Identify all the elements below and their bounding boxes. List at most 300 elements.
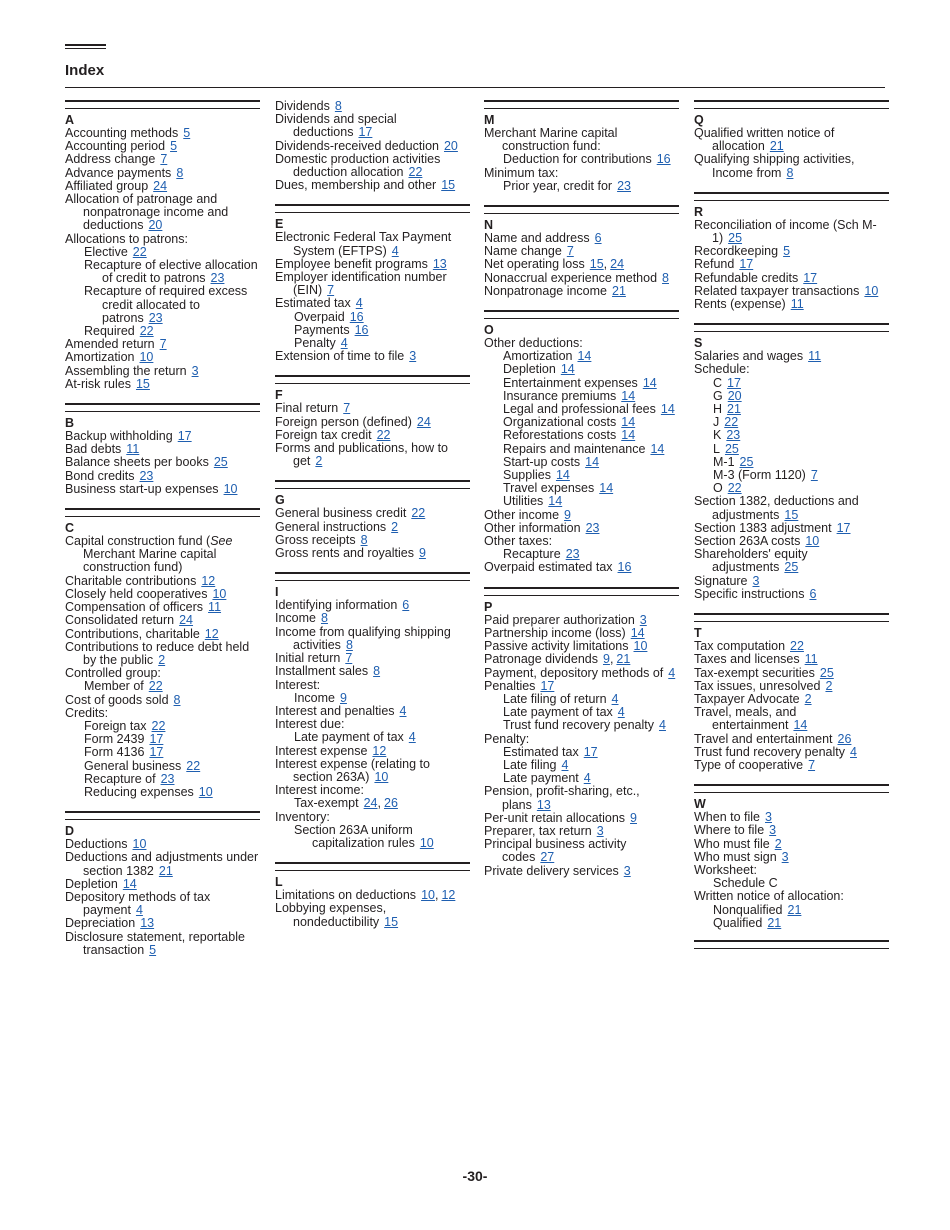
index-term: Schedule: <box>694 362 750 377</box>
page-link[interactable]: 9 <box>630 810 637 825</box>
page-link[interactable]: 17 <box>177 429 192 444</box>
page-link[interactable]: 3 <box>639 612 647 627</box>
index-section <box>65 508 260 799</box>
index-entry <box>275 113 470 139</box>
page-link[interactable]: 4 <box>668 665 676 680</box>
page-link[interactable]: 4 <box>355 296 363 311</box>
page-link[interactable]: 21 <box>616 652 631 667</box>
index-term: Payment, depository methods of <box>484 665 664 680</box>
index-term: Supplies <box>503 468 551 483</box>
page-link[interactable]: 10 <box>419 835 434 850</box>
index-term: Depletion <box>503 362 556 377</box>
page-link[interactable]: 16 <box>656 152 671 167</box>
page-link[interactable]: 14 <box>793 718 808 733</box>
index-entry <box>694 759 889 772</box>
index-entry <box>65 483 260 496</box>
page-link[interactable]: 3 <box>769 823 777 838</box>
index-entry <box>484 561 679 574</box>
index-entry <box>275 153 470 179</box>
index-term: Installment sales <box>275 664 369 679</box>
page-link[interactable]: 9 <box>418 546 426 561</box>
index-term: Taxpayer Advocate <box>694 691 800 706</box>
index-term: Estimated tax <box>503 744 579 759</box>
index-entry <box>694 219 889 245</box>
page-link[interactable]: 10 <box>805 534 820 549</box>
page-link[interactable]: 14 <box>621 415 636 430</box>
page-link[interactable]: 14 <box>599 481 614 496</box>
page-link[interactable]: 8 <box>345 637 353 652</box>
index-section <box>484 205 679 298</box>
page-link[interactable]: 15 <box>384 914 399 929</box>
index-entry <box>65 193 260 233</box>
page-number: -30- <box>462 1168 488 1184</box>
index-entry <box>694 495 889 521</box>
page-link[interactable]: 4 <box>561 757 569 772</box>
page-link[interactable]: 4 <box>340 336 348 351</box>
page-link[interactable]: 12 <box>201 573 216 588</box>
page-link[interactable]: 25 <box>784 560 799 575</box>
index-term: Shareholders' equity adjustments <box>694 547 808 575</box>
page-link[interactable]: 4 <box>583 771 591 786</box>
index-term: Nonaccrual experience method <box>484 270 658 285</box>
index-term: Name change <box>484 244 562 259</box>
index-entry <box>65 641 260 667</box>
index-term: Who must sign <box>694 849 777 864</box>
index-term: Reducing expenses <box>84 784 194 799</box>
page-link[interactable]: 8 <box>176 165 184 180</box>
index-term: Interest due: <box>275 717 345 732</box>
page-link[interactable]: 13 <box>432 256 447 271</box>
index-term: Utilities <box>503 494 544 509</box>
page-link[interactable]: 8 <box>173 692 181 707</box>
page-link[interactable]: 7 <box>160 152 168 167</box>
page-link[interactable]: 4 <box>611 691 619 706</box>
page-link[interactable]: 13 <box>536 797 551 812</box>
page-link[interactable]: 14 <box>630 625 645 640</box>
index-term: Recapture of <box>84 771 156 786</box>
page-link[interactable]: 2 <box>315 454 323 469</box>
page-link[interactable]: 14 <box>660 402 675 417</box>
page-link[interactable]: 5 <box>170 139 178 154</box>
index-entry <box>484 785 679 811</box>
index-term: Late filing of return <box>503 691 607 706</box>
page-link[interactable]: 25 <box>739 454 754 469</box>
index-term: Recapture of required excess credit allocated to patrons <box>84 284 248 325</box>
index-term: General instructions <box>275 519 387 534</box>
page-link[interactable]: 14 <box>642 375 657 390</box>
page-link[interactable]: 22 <box>148 679 163 694</box>
index-term: Prior year, credit for <box>503 178 613 193</box>
page-link[interactable]: 3 <box>781 849 789 864</box>
index-term: Other taxes: <box>484 534 553 549</box>
page-link[interactable]: 7 <box>566 244 574 259</box>
page-link[interactable]: 22 <box>376 427 391 442</box>
index-term: Forms and publications, how to get <box>275 441 449 469</box>
index-term: Per-unit retain allocations <box>484 810 626 825</box>
index-term: Employer identification number (EIN) <box>275 270 447 298</box>
section-rule <box>694 192 889 201</box>
page-link[interactable]: 2 <box>391 519 399 534</box>
page-link[interactable]: 10 <box>132 837 147 852</box>
page-link[interactable]: 9 <box>340 690 347 705</box>
page-link[interactable]: 4 <box>617 705 625 720</box>
page-link[interactable]: 11 <box>804 652 818 667</box>
page-link[interactable]: 10 <box>223 481 238 496</box>
index-term: Consolidated return <box>65 613 175 628</box>
index-term: Where to file <box>694 823 765 838</box>
section-rule <box>694 100 889 109</box>
page-link[interactable]: 14 <box>122 876 137 891</box>
index-term: J <box>713 415 720 430</box>
page-link[interactable]: 17 <box>739 257 754 272</box>
index-term: Repairs and maintenance <box>503 441 646 456</box>
section-letter: F <box>275 388 283 403</box>
page-link[interactable]: 17 <box>358 125 373 140</box>
index-term: Late filing <box>503 757 557 772</box>
page-link[interactable]: 10 <box>374 769 389 784</box>
index-term: Domestic production activities deduction allocation <box>275 151 441 180</box>
index-term: Depository methods of tax payment <box>65 889 211 918</box>
index-entry <box>65 891 260 917</box>
page-link[interactable]: 4 <box>659 718 666 733</box>
index-term: Closely held cooperatives <box>65 586 208 601</box>
page-link[interactable]: 10 <box>212 586 227 601</box>
page-link[interactable]: 3 <box>623 863 631 878</box>
page-link[interactable]: 22 <box>139 324 154 339</box>
page-link[interactable]: 9 <box>602 652 610 667</box>
index-term: Interest expense (relating to section 263A) <box>275 756 430 784</box>
index-term: Preparer, tax return <box>484 823 592 838</box>
page-link[interactable]: 22 <box>727 481 742 496</box>
section-rule <box>484 100 679 109</box>
page-link[interactable]: 8 <box>786 165 794 180</box>
index-term: Foreign tax <box>84 718 147 733</box>
page-link[interactable]: 15 <box>784 507 799 522</box>
page-link[interactable]: 3 <box>596 823 604 838</box>
page-link[interactable]: 15 <box>441 178 456 193</box>
index-term: Inventory: <box>275 809 330 824</box>
index-term: Type of cooperative <box>694 757 804 772</box>
page-link[interactable]: 12 <box>441 888 456 903</box>
page-link[interactable]: 4 <box>850 744 857 759</box>
index-term: Other information <box>484 520 581 535</box>
page-link[interactable]: 22 <box>132 244 147 259</box>
page-link[interactable]: 8 <box>360 532 368 547</box>
page-link[interactable]: 2 <box>774 836 782 851</box>
page-link[interactable]: 21 <box>727 402 741 417</box>
page-link[interactable]: 17 <box>727 375 741 390</box>
index-term: Recapture of elective allocation of credit to patrons <box>84 258 258 286</box>
index-term: Amortization <box>503 349 573 364</box>
index-section <box>275 480 470 560</box>
page-link[interactable]: 16 <box>349 309 364 324</box>
index-term: Late payment <box>503 771 579 786</box>
page-link[interactable]: 9 <box>564 507 571 522</box>
index-term: Assembling the return <box>65 363 187 378</box>
index-term: General business credit <box>275 506 407 521</box>
page-link[interactable]: 24 <box>179 613 194 628</box>
section-rule <box>694 613 889 622</box>
index-entry <box>65 786 260 799</box>
index-section <box>694 940 889 949</box>
page-link[interactable]: 25 <box>213 455 228 470</box>
page-separator: , <box>434 888 439 903</box>
page-link[interactable]: 21 <box>769 139 784 154</box>
page-link[interactable]: 22 <box>790 639 804 654</box>
page-link[interactable]: 14 <box>621 388 636 403</box>
index-term: Trust fund recovery penalty <box>503 718 654 733</box>
page-link[interactable]: 23 <box>565 547 580 562</box>
page-link[interactable]: 22 <box>186 758 201 773</box>
page-link[interactable]: 24 <box>610 257 625 272</box>
page-link[interactable]: 2 <box>804 691 812 706</box>
page-link[interactable]: 20 <box>443 138 458 153</box>
page-link[interactable]: 23 <box>617 178 631 193</box>
section-letter: D <box>65 824 75 839</box>
index-term: Minimum tax: <box>484 165 559 180</box>
index-term: Amortization <box>65 350 135 365</box>
index-term: Refund <box>694 257 735 272</box>
index-entry <box>694 363 889 376</box>
index-term: Section 263A costs <box>694 534 801 549</box>
page-link[interactable]: 16 <box>354 322 369 337</box>
index-term: Interest: <box>275 677 321 692</box>
index-entry <box>694 416 889 429</box>
index-term: Extension of time to file <box>275 349 405 364</box>
index-term: Compensation of officers <box>65 600 204 615</box>
page-link[interactable]: 17 <box>836 520 851 535</box>
page-link[interactable]: 14 <box>577 349 592 364</box>
page-link[interactable]: 10 <box>633 639 648 654</box>
page-link[interactable]: 6 <box>594 231 602 246</box>
index-term: Gross receipts <box>275 532 356 547</box>
index-term: Recapture <box>503 547 561 562</box>
index-term: Income <box>275 611 316 626</box>
page-link[interactable]: 25 <box>728 231 743 246</box>
page-link[interactable]: 14 <box>650 441 665 456</box>
index-term: O <box>713 481 723 496</box>
section-rule <box>65 508 260 517</box>
index-section <box>65 403 260 496</box>
page-link[interactable]: 6 <box>809 586 817 601</box>
section-letter: S <box>694 336 703 351</box>
index-entry <box>65 931 260 957</box>
page-link[interactable]: 14 <box>621 428 636 443</box>
page-link[interactable]: 20 <box>727 388 742 403</box>
page-link[interactable]: 8 <box>321 611 328 626</box>
section-letter: O <box>484 323 494 338</box>
section-letter: P <box>484 599 493 614</box>
page-link[interactable]: 21 <box>767 915 782 930</box>
index-term: Legal and professional fees <box>503 402 656 417</box>
index-entry <box>65 378 260 391</box>
page-separator: , <box>377 796 381 811</box>
index-term: Reforestations costs <box>503 428 617 443</box>
page-link[interactable]: 26 <box>837 731 852 746</box>
page-link[interactable]: 27 <box>540 850 555 865</box>
page-link[interactable]: 26 <box>384 796 398 811</box>
page-link[interactable]: 7 <box>327 283 335 298</box>
page-link[interactable]: 25 <box>819 665 834 680</box>
page-link[interactable]: 13 <box>140 916 155 931</box>
index-entry <box>694 429 889 442</box>
page-link[interactable]: 17 <box>583 744 598 759</box>
index-term: Passive activity limitations <box>484 639 629 654</box>
index-term: Signature <box>694 573 748 588</box>
index-term: Nonpatronage income <box>484 283 607 298</box>
page-link[interactable]: 10 <box>198 784 213 799</box>
page-link[interactable]: 15 <box>589 257 604 272</box>
page-link[interactable]: 11 <box>790 297 804 312</box>
page-link[interactable]: 17 <box>149 732 164 747</box>
index-term: Interest income: <box>275 783 364 798</box>
page-separator: , <box>603 257 608 272</box>
index-term: Rents (expense) <box>694 297 786 312</box>
page-link[interactable]: 23 <box>726 428 741 443</box>
page-link[interactable]: 21 <box>612 283 626 298</box>
page-link[interactable]: 14 <box>560 362 575 377</box>
page-link[interactable]: 8 <box>373 664 381 679</box>
page-link[interactable]: 17 <box>803 270 818 285</box>
page-link[interactable]: 4 <box>391 243 399 258</box>
index-term: Limitations on deductions <box>275 888 417 903</box>
page-link[interactable]: 11 <box>808 349 822 364</box>
index-term: Merchant Marine capital construction fund: <box>484 126 618 154</box>
page-link[interactable]: 22 <box>151 718 166 733</box>
index-entry <box>484 838 679 864</box>
index-term: Tax-exempt <box>294 796 359 811</box>
page-link[interactable]: 7 <box>808 757 816 772</box>
section-rule <box>275 862 470 871</box>
index-term: Member of <box>84 679 144 694</box>
page-link[interactable]: 14 <box>555 468 570 483</box>
page-link[interactable]: 23 <box>160 771 175 786</box>
page-link[interactable]: 7 <box>345 651 353 666</box>
page-link[interactable]: 7 <box>159 337 167 352</box>
index-term: Overpaid <box>294 309 345 324</box>
page-link[interactable]: 22 <box>724 415 739 430</box>
page-link[interactable]: 23 <box>585 520 600 535</box>
page-link[interactable]: 16 <box>617 560 632 575</box>
page-link[interactable]: 3 <box>752 573 760 588</box>
page-link[interactable]: 7 <box>810 468 818 483</box>
section-letter: M <box>484 113 495 127</box>
page-link[interactable]: 2 <box>825 678 833 693</box>
page-link[interactable]: 17 <box>540 678 555 693</box>
title-divider <box>65 87 885 88</box>
page-link[interactable]: 25 <box>724 441 739 456</box>
index-term: Qualified <box>713 915 763 930</box>
page-link[interactable]: 11 <box>126 442 140 457</box>
index-term: Cost of goods sold <box>65 692 169 707</box>
page-link[interactable]: 14 <box>548 494 563 509</box>
section-letter: I <box>275 585 279 600</box>
page-link[interactable]: 5 <box>183 126 191 140</box>
index-term: Overpaid estimated tax <box>484 560 613 575</box>
page-link[interactable]: 10 <box>421 888 435 903</box>
section-letter: L <box>275 875 283 890</box>
index-term: Required <box>84 324 135 339</box>
index-column-2 <box>275 100 470 941</box>
page-link[interactable]: 4 <box>399 703 407 718</box>
index-term: Travel and entertainment <box>694 731 833 746</box>
index-term: Penalty: <box>484 731 530 746</box>
index-term: Entertainment expenses <box>503 375 638 390</box>
page-link[interactable]: 10 <box>139 350 154 365</box>
page-link[interactable]: 3 <box>409 349 417 364</box>
page-link[interactable]: 11 <box>208 600 222 615</box>
index-term: Electronic Federal Tax Payment System (EFTPS) <box>275 230 452 258</box>
page-link[interactable]: 22 <box>411 506 426 521</box>
index-term: K <box>713 428 722 443</box>
page-link[interactable]: 23 <box>139 468 154 483</box>
index-term: Principal business activity codes <box>484 837 627 865</box>
index-term: Trust fund recovery penalty <box>694 744 845 759</box>
page-link[interactable]: 10 <box>864 283 879 298</box>
page-link[interactable]: 2 <box>158 652 166 667</box>
page-link[interactable]: 5 <box>783 244 791 259</box>
page-link[interactable]: 21 <box>787 902 802 917</box>
page-link[interactable]: 24 <box>416 414 431 429</box>
page-link[interactable]: 15 <box>135 376 150 391</box>
page-link[interactable]: 21 <box>158 863 173 878</box>
page-link[interactable]: 5 <box>149 942 157 957</box>
page-separator: , <box>609 652 614 667</box>
page-link[interactable]: 4 <box>135 903 143 918</box>
page-link[interactable]: 6 <box>402 598 410 613</box>
index-entry <box>694 588 889 601</box>
index-term: Bad debts <box>65 442 122 457</box>
index-term: C <box>713 375 723 390</box>
page-link[interactable]: 7 <box>343 401 351 416</box>
index-term: Depletion <box>65 876 118 891</box>
index-term: G <box>713 388 723 403</box>
page-link[interactable]: 14 <box>585 454 600 469</box>
index-term: Payments <box>294 322 350 337</box>
page-link[interactable]: 17 <box>149 745 164 760</box>
page-link[interactable]: 23 <box>148 310 163 325</box>
index-term: Name and address <box>484 231 590 246</box>
page-link[interactable]: 8 <box>662 270 669 285</box>
page-link[interactable]: 22 <box>408 165 423 180</box>
section-rule <box>694 784 889 793</box>
index-term: L <box>713 441 720 456</box>
page-link[interactable]: 3 <box>191 363 199 378</box>
page-link[interactable]: 4 <box>408 730 416 745</box>
page-link[interactable]: 12 <box>372 743 387 758</box>
index-term: Who must file <box>694 836 770 851</box>
page-link[interactable]: 24 <box>153 178 168 193</box>
index-term: Late payment of tax <box>294 730 404 745</box>
page-link[interactable]: 12 <box>204 626 219 641</box>
page-link[interactable]: 20 <box>148 218 163 233</box>
page-link[interactable]: 24 <box>363 796 378 811</box>
index-term: Net operating loss <box>484 257 585 272</box>
index-term: Insurance premiums <box>503 388 617 403</box>
page-link[interactable]: 8 <box>334 99 342 113</box>
index-entry <box>65 535 260 575</box>
index-term: Reconciliation of income (Sch M-1) <box>694 217 877 246</box>
index-entry <box>694 390 889 403</box>
page-link[interactable]: 23 <box>210 271 225 286</box>
index-section <box>694 323 889 601</box>
index-term: Other income <box>484 507 560 522</box>
index-term: Other deductions: <box>484 336 583 351</box>
index-term: Accounting methods <box>65 126 179 140</box>
page-link[interactable]: 3 <box>765 810 772 825</box>
index-column-4 <box>694 100 889 961</box>
section-rule <box>484 205 679 214</box>
